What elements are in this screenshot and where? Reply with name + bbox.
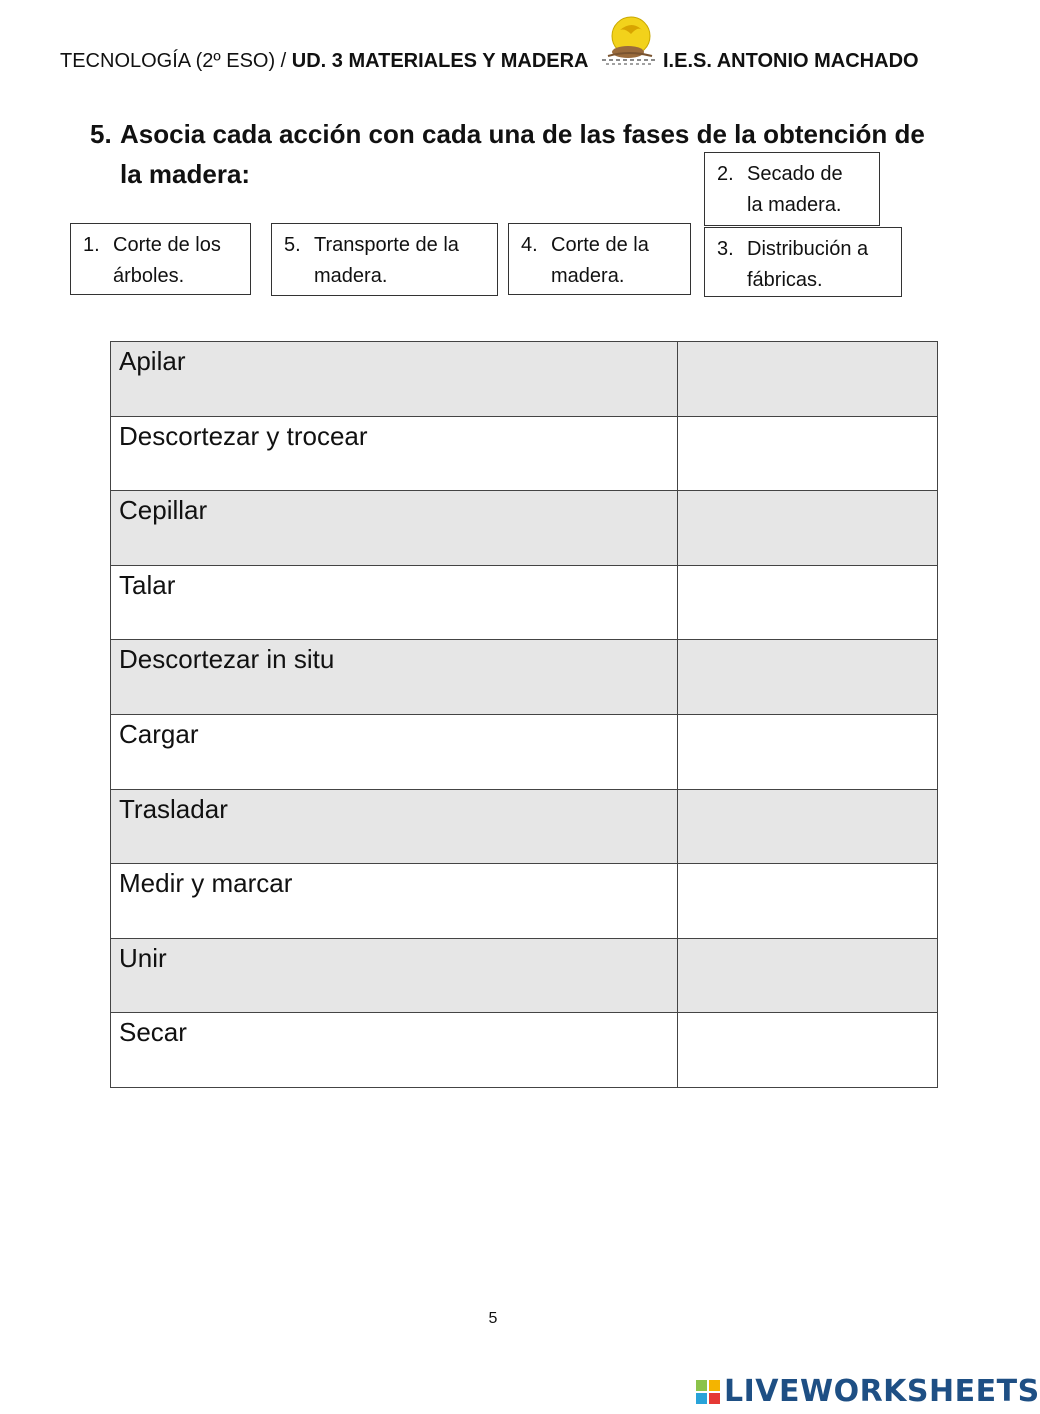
answer-cell[interactable] [678,342,938,417]
table-row [111,416,938,491]
header-unit: UD. 3 MATERIALES Y MADERA [291,50,589,72]
action-cell: Medir y marcar [111,864,678,939]
action-cell: Unir [111,938,678,1013]
answer-cell[interactable] [678,714,938,789]
phase-number: 2. [717,163,734,185]
phase-text: Corte de los árboles. [113,234,221,287]
exercise-title-line1: Asocia cada acción con cada una de las fases de la obtención de [120,119,925,149]
action-cell: Talar [111,565,678,640]
phase-number: 1. [83,234,100,256]
table-row [111,789,938,864]
page-header [60,50,940,76]
page-number: 5 [488,1310,498,1327]
table-row [111,640,938,715]
phase-box-2 [704,152,880,226]
exercise-title-line2: la madera: [120,159,251,189]
table-row [111,938,938,1013]
answer-cell[interactable] [678,416,938,491]
phase-number: 5. [284,234,301,256]
table-row [111,491,938,566]
school-logo-icon [598,8,660,74]
action-cell: Cepillar [111,491,678,566]
matching-table [110,341,938,1088]
action-cell: Trasladar [111,789,678,864]
phase-box-3 [704,227,902,297]
answer-cell[interactable] [678,1013,938,1088]
action-cell: Descortezar in situ [111,640,678,715]
phase-box-5 [271,223,498,296]
table-row [111,565,938,640]
answer-cell[interactable] [678,565,938,640]
phase-number: 3. [717,238,734,260]
table-row [111,342,938,417]
action-cell: Cargar [111,714,678,789]
phase-box-1 [70,223,251,295]
header-subject: TECNOLOGÍA (2º ESO) / UD. 3 MATERIALES Y MADERA [60,50,589,72]
exercise-number: 5. [90,119,112,149]
header-school: I.E.S. ANTONIO MACHADO [663,50,919,72]
answer-cell[interactable] [678,640,938,715]
table-row [111,1013,938,1088]
action-cell: Secar [111,1013,678,1088]
phase-number: 4. [521,234,538,256]
answer-cell[interactable] [678,789,938,864]
table-row [111,864,938,939]
answer-cell[interactable] [678,938,938,1013]
answer-cell[interactable] [678,491,938,566]
liveworksheets-logo-icon [696,1380,720,1404]
table-row [111,714,938,789]
answer-cell[interactable] [678,864,938,939]
phase-text: Secado de la madera. [747,163,843,216]
action-cell: Descortezar y trocear [111,416,678,491]
phase-text: Corte de la madera. [551,234,649,287]
phase-box-4 [508,223,691,295]
phase-text: Transporte de la madera. [314,234,459,287]
brand-name: LIVEWORKSHEETS [724,1374,1040,1409]
action-cell: Apilar [111,342,678,417]
phase-text: Distribución a fábricas. [747,238,869,291]
